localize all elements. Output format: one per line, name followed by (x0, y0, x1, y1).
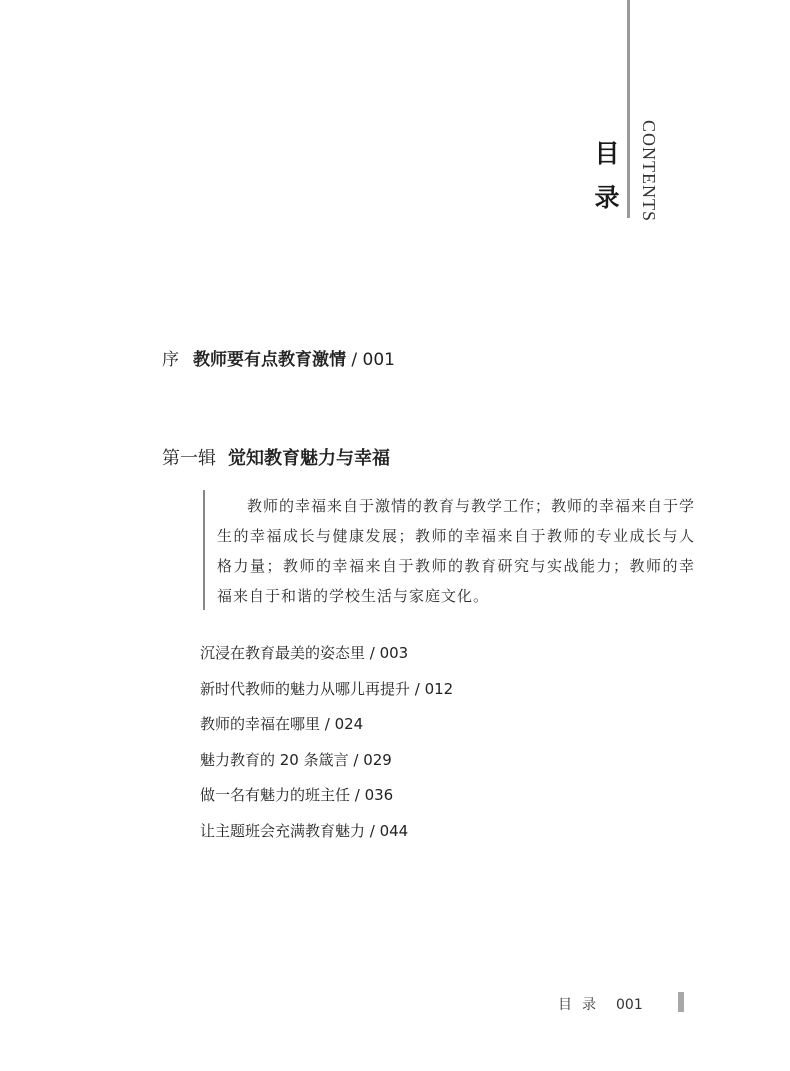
toc-entry[interactable]: 沉浸在教育最美的姿态里 / 003 (200, 644, 409, 662)
toc-entry[interactable]: 让主题班会充满教育魅力 / 044 (200, 821, 409, 840)
title-char: 录 (594, 183, 620, 212)
title-char: 目 (594, 139, 620, 168)
toc-entry-list (200, 636, 453, 849)
contents-vertical-title: CONTENTS (639, 120, 659, 222)
toc-entry[interactable]: 魅力教育的 20 条箴言 / 029 (200, 750, 392, 769)
page-footer (558, 994, 643, 1014)
page-title (592, 132, 622, 220)
toc-entry[interactable]: 新时代教师的魅力从哪儿再提升 / 012 (200, 679, 454, 698)
part-label: 第一辑 (162, 448, 216, 469)
toc-entry[interactable]: 教师的幸福在哪里 / 024 (200, 715, 364, 733)
part-abstract: 教师的幸福来自于激情的教育与教学工作；教师的幸福来自于学生的幸福成长与健康发展；教师的幸福来自于教师的专业成长与人格力量；教师的幸福来自于教师的教育研究与实战能力；教师的幸福来自于和谐的学校生活与家庭文化。 (217, 497, 696, 605)
preface-page: / 001 (346, 350, 395, 370)
footer-label: 目录 (558, 997, 606, 1013)
preface-label: 序 (162, 350, 179, 370)
toc-preface[interactable] (162, 348, 395, 372)
toc-part-1[interactable] (162, 446, 390, 472)
footer-marker (678, 992, 684, 1012)
part-title: 觉知教育魅力与幸福 (228, 448, 390, 469)
abstract-rule (203, 490, 205, 610)
preface-title: 教师要有点教育激情 (193, 350, 346, 370)
page-number: 001 (616, 997, 643, 1013)
header-vertical-rule (627, 0, 630, 218)
toc-entry[interactable]: 做一名有魅力的班主任 / 036 (200, 786, 394, 804)
